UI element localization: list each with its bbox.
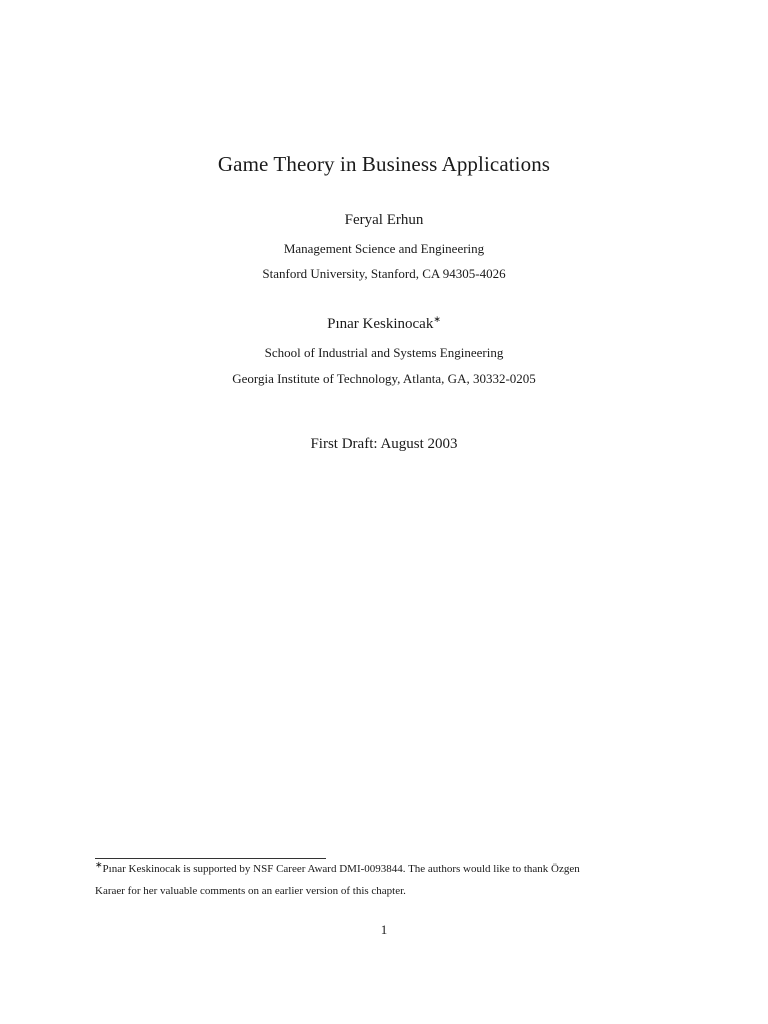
author-1-affiliation-line-2: Stanford University, Stanford, CA 94305-4026: [262, 266, 506, 281]
author-2-affiliation-line-2: Georgia Institute of Technology, Atlanta, GA, 30332-0205: [232, 371, 536, 386]
author-name-2: [0, 316, 768, 333]
author-2-affiliation-line-1: School of Industrial and Systems Engineering: [264, 345, 504, 360]
author-name-1-text: Feryal Erhun: [344, 212, 424, 228]
author-name-2-text: Pınar Keskinocak: [327, 316, 434, 332]
author-1-affiliation-line-1: Management Science and Engineering: [283, 241, 485, 256]
page-number: 1: [380, 922, 388, 937]
footnote-line-1-text: Pınar Keskinocak is supported by NSF Career Award DMI-0093844. The authors would like to thank Özgen: [102, 863, 580, 875]
draft-date: First Draft: August 2003: [310, 436, 458, 452]
paper-title: Game Theory in Business Applications: [217, 152, 551, 176]
footnote-line-2: Karaer for her valuable comments on an earlier version of this chapter.: [95, 885, 406, 897]
footnote-rule: [95, 858, 326, 859]
author-name-1: [0, 212, 768, 229]
footnote-line-1: [95, 859, 685, 875]
author-2-footnote-marker: ∗: [433, 314, 441, 324]
footnote-marker: ∗: [95, 859, 103, 870]
